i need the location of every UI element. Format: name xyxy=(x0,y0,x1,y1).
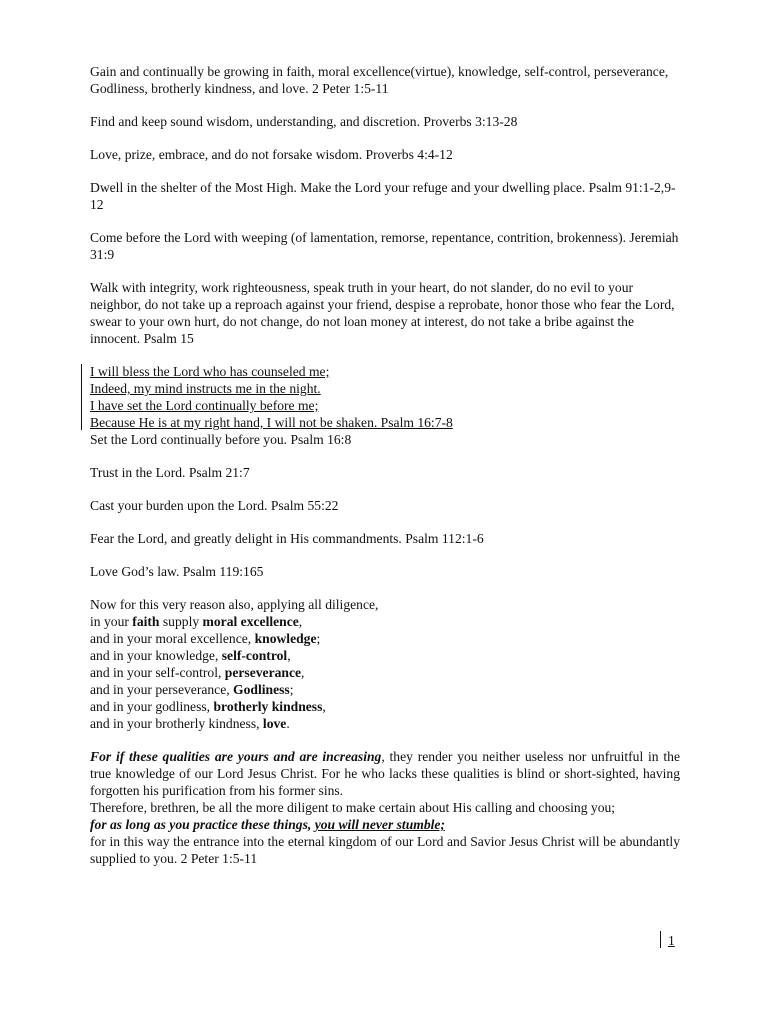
emphasis: for as long as you practice these things, xyxy=(90,817,315,832)
document-body xyxy=(90,63,680,867)
text: and in your perseverance, xyxy=(90,682,234,697)
text: and in your moral excellence, xyxy=(90,631,255,646)
text: and in your brotherly kindness, xyxy=(90,716,263,731)
text: supply xyxy=(159,614,203,629)
text: for in this way the entrance into the eternal kingdom of our Lord and Savior Jesus Christ will be abundantly supplied to you. 2 Peter 1:5-11 xyxy=(90,834,680,866)
psalm-16-passage xyxy=(90,363,680,431)
text: in your xyxy=(90,614,133,629)
text: and in your knowledge, xyxy=(90,648,222,663)
virtue: brotherly kindness xyxy=(213,699,323,714)
paragraph: Trust in the Lord. Psalm 21:7 xyxy=(90,465,250,480)
passage-line: Indeed, my mind instructs me in the night. xyxy=(90,381,321,396)
virtue: faith xyxy=(132,614,160,629)
paragraph: Find and keep sound wisdom, understanding, and discretion. Proverbs 3:13-28 xyxy=(90,114,518,129)
virtue: love xyxy=(262,716,287,731)
virtue: perseverance xyxy=(224,665,302,680)
paragraph: Gain and continually be growing in faith, moral excellence(virtue), knowledge, self-control, perseverance, Godliness, brotherly kindness, and love. 2 Peter 1:5-11 xyxy=(90,64,669,96)
virtue: self-control xyxy=(221,648,288,663)
closing-passage xyxy=(90,748,680,867)
paragraph: Cast your burden upon the Lord. Psalm 55:22 xyxy=(90,498,339,513)
virtue: Godliness xyxy=(233,682,290,697)
virtue: knowledge xyxy=(254,631,317,646)
text: , xyxy=(301,665,305,680)
change-bar xyxy=(81,364,82,430)
paragraph: Set the Lord continually before you. Psalm 16:8 xyxy=(90,432,352,447)
passage-line: Now for this very reason also, applying all diligence, xyxy=(90,597,379,612)
passage-line: Because He is at my right hand, I will not be shaken. Psalm 16:7-8 xyxy=(90,415,453,430)
paragraph: Walk with integrity, work righteousness, speak truth in your heart, do not slander, do no evil to your neighbor, do not take up a reproach against your friend, despise a reprobate, honor those who fear the Lord, swear to your own hurt, do not change, do not loan money at interest, do not take a bribe against the innocent. Psalm 15 xyxy=(90,280,675,346)
text: ; xyxy=(316,631,321,646)
paragraph: Love, prize, embrace, and do not forsake wisdom. Proverbs 4:4-12 xyxy=(90,147,453,162)
text: and in your godliness, xyxy=(90,699,214,714)
page-number-value: 1 xyxy=(668,933,675,948)
paragraph: Fear the Lord, and greatly delight in His commandments. Psalm 112:1-6 xyxy=(90,531,484,546)
text: . xyxy=(286,716,290,731)
paragraph: Come before the Lord with weeping (of lamentation, remorse, repentance, contrition, brokenness). Jeremiah 31:9 xyxy=(90,230,679,262)
emphasis: For if these qualities are yours and are increasing xyxy=(90,749,382,764)
emphasis-underlined: you will never stumble; xyxy=(314,817,445,832)
passage-line: I have set the Lord continually before me; xyxy=(90,398,319,413)
paragraph: Dwell in the shelter of the Most High. Make the Lord your refuge and your dwelling place. Psalm 91:1-2,9-12 xyxy=(90,180,676,212)
text: , xyxy=(322,699,326,714)
text: and in your self-control, xyxy=(90,665,225,680)
text: , xyxy=(287,648,291,663)
passage-line: I will bless the Lord who has counseled me; xyxy=(90,364,330,379)
paragraph: Love God’s law. Psalm 119:165 xyxy=(90,564,264,579)
peter-passage xyxy=(90,596,680,732)
text: , they render you neither useless nor unfruitful in the true knowledge of our Lord Jesus Christ. For he who lacks these qualities is blind or short-sighted, having forgotten his purification from his former sins. xyxy=(90,749,680,798)
text: ; xyxy=(289,682,294,697)
text: Therefore, brethren, be all the more diligent to make certain about His calling and choosing you; xyxy=(90,800,616,815)
text: , xyxy=(298,614,303,629)
page-number xyxy=(660,931,675,949)
page-number-divider xyxy=(660,931,661,948)
virtue: moral excellence xyxy=(202,614,299,629)
